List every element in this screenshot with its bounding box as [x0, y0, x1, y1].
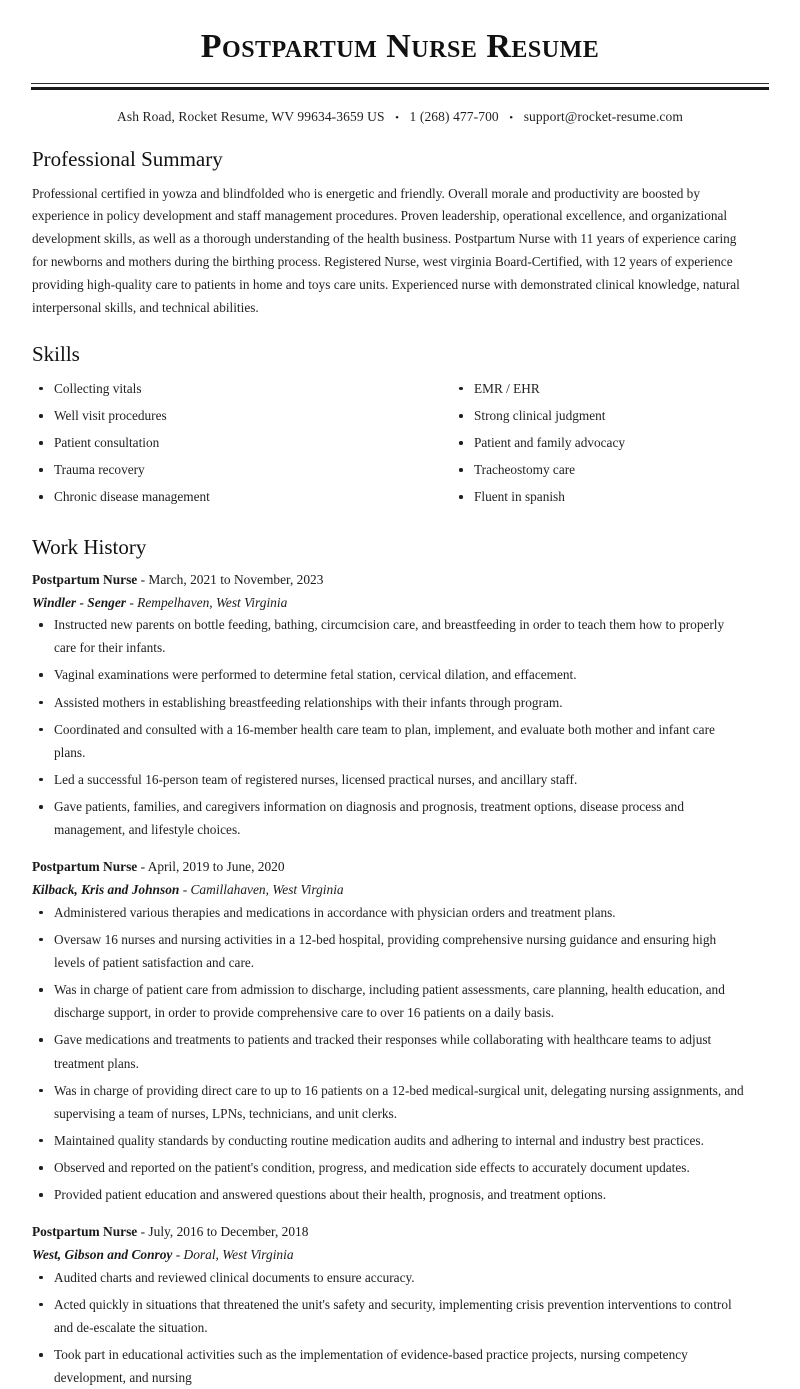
list-item: Collecting vitals [32, 377, 400, 400]
job-separator: - [126, 594, 138, 610]
job-company: Windler - Senger [32, 594, 126, 610]
list-item: Led a successful 16-person team of registered nurses, licensed practical nurses, and ancillary staff. [32, 768, 768, 791]
job-role: Postpartum Nurse [32, 571, 138, 587]
list-item: Strong clinical judgment [452, 404, 768, 427]
skills-column-right [400, 377, 768, 513]
list-item: Gave patients, families, and caregivers information on diagnosis and prognosis, treatment options, disease process and management, and lifestyle choices. [32, 795, 768, 841]
list-item: Provided patient education and answered questions about their health, prognosis, and treatment options. [32, 1183, 768, 1206]
list-item: Administered various therapies and medications in accordance with physician orders and treatment plans. [32, 901, 768, 924]
list-item: Coordinated and consulted with a 16-member health care team to plan, implement, and evaluate both mother and infant care plans. [32, 718, 768, 764]
contact-email[interactable]: support@rocket-resume.com [523, 109, 683, 125]
job-dates: July, 2016 to December, 2018 [148, 1224, 309, 1240]
list-item: Patient consultation [32, 431, 400, 454]
job-role: Postpartum Nurse [32, 1224, 138, 1240]
contact-separator-2: • [509, 112, 514, 125]
list-item: Audited charts and reviewed clinical documents to ensure accuracy. [32, 1266, 768, 1289]
skills-column-left [32, 377, 400, 513]
job-dates: April, 2019 to June, 2020 [147, 859, 285, 875]
list-item: Tracheostomy care [452, 458, 768, 481]
page-title: Postpartum Nurse Resume [200, 28, 600, 65]
work-history-entry [32, 570, 768, 842]
section-skills [30, 342, 770, 513]
job-company-line [32, 592, 768, 614]
list-item: Chronic disease management [32, 485, 400, 508]
list-item: Oversaw 16 nurses and nursing activities in a 12-bed hospital, providing comprehensive nursing guidance and ensuring high levels of patient satisfaction and care. [32, 928, 768, 974]
summary-text: Professional certified in yowza and blindfolded who is energetic and friendly. Overall morale and productivity are boosted by experience in policy development and staff management procedures. Proven leadership, operational excellence, and organizational development skills, as well as a thorough understanding of the health business. Postpartum Nurse with 11 years of experience caring for newborns and mothers during the birthing process. Registered Nurse, west virginia Board-Certified, with 12 years of experience providing high-quality care to patients in home and toys care units. Experienced nurse with demonstrated clinical knowledge, natural interpersonal skills, and technical abilities. [32, 185, 740, 315]
skills-list-left [32, 377, 400, 509]
work-history-entry [32, 857, 768, 1206]
job-bullets [32, 1266, 768, 1389]
section-title-work-history: Work History [32, 534, 147, 559]
list-item: Was in charge of providing direct care to up to 16 patients on a 12-bed medical-surgical unit, delegating nursing assignments, and supervising a team of nurses, LPNs, technicians, and unit clerks. [32, 1079, 768, 1125]
job-separator: - [172, 1247, 184, 1263]
job-location: Rempelhaven, West Virginia [137, 594, 288, 610]
job-dates: March, 2021 to November, 2023 [148, 571, 324, 587]
job-title-line [32, 857, 768, 878]
list-item: Acted quickly in situations that threatened the unit's safety and security, implementing crisis prevention interventions to control and de-escalate the situation. [32, 1293, 768, 1339]
job-location: Doral, West Virginia [183, 1247, 294, 1263]
job-company: West, Gibson and Conroy [32, 1247, 173, 1263]
contact-address: Ash Road, Rocket Resume, WV 99634-3659 US [117, 109, 385, 125]
contact-phone[interactable]: 1 (268) 477-700 [409, 109, 499, 125]
job-separator: - [137, 859, 148, 875]
section-work-history [30, 535, 770, 1389]
list-item: Patient and family advocacy [452, 431, 768, 454]
list-item: Was in charge of patient care from admission to discharge, including patient assessments, care planning, health education, and discharge support, in order to provide comprehensive care to over 16 patients on a daily basis. [32, 978, 768, 1024]
contact-separator-1: • [395, 112, 400, 125]
list-item: Took part in educational activities such as the implementation of evidence-based practice projects, nursing competency development, and nursing [32, 1343, 768, 1389]
list-item: Assisted mothers in establishing breastfeeding relationships with their infants through program. [32, 691, 768, 714]
list-item: Vaginal examinations were performed to determine fetal station, cervical dilation, and effacement. [32, 663, 768, 686]
job-separator: - [179, 882, 191, 898]
list-item: EMR / EHR [452, 377, 768, 400]
list-item: Gave medications and treatments to patients and tracked their responses while collaborating with healthcare teams to adjust treatment plans. [32, 1028, 768, 1074]
divider-thick-line [31, 87, 769, 90]
job-separator: - [137, 571, 149, 587]
job-title-line [32, 570, 768, 591]
job-company-line [32, 879, 768, 901]
section-title-skills: Skills [32, 341, 80, 366]
job-separator: - [137, 1224, 149, 1240]
list-item: Trauma recovery [32, 458, 400, 481]
list-item: Instructed new parents on bottle feeding, bathing, circumcision care, and breastfeeding in order to teach them how to properly care for their infants. [32, 613, 768, 659]
section-title-summary: Professional Summary [32, 147, 223, 172]
list-item: Well visit procedures [32, 404, 400, 427]
list-item: Observed and reported on the patient's condition, progress, and medication side effects to accurately document updates. [32, 1156, 768, 1179]
job-bullets [32, 613, 768, 841]
section-professional-summary [30, 147, 770, 319]
contact-line [30, 109, 770, 125]
work-history-entry [32, 1222, 768, 1389]
skills-list-right [452, 377, 768, 509]
skills-columns [32, 377, 768, 513]
header-divider [30, 83, 770, 90]
job-role: Postpartum Nurse [32, 859, 138, 875]
job-bullets [32, 901, 768, 1207]
job-company: Kilback, Kris and Johnson [32, 882, 180, 898]
job-title-line [32, 1222, 768, 1243]
job-company-line [32, 1244, 768, 1266]
list-item: Maintained quality standards by conducting routine medication audits and adhering to internal and industry best practices. [32, 1129, 768, 1152]
list-item: Fluent in spanish [452, 485, 768, 508]
job-location: Camillahaven, West Virginia [190, 882, 344, 898]
